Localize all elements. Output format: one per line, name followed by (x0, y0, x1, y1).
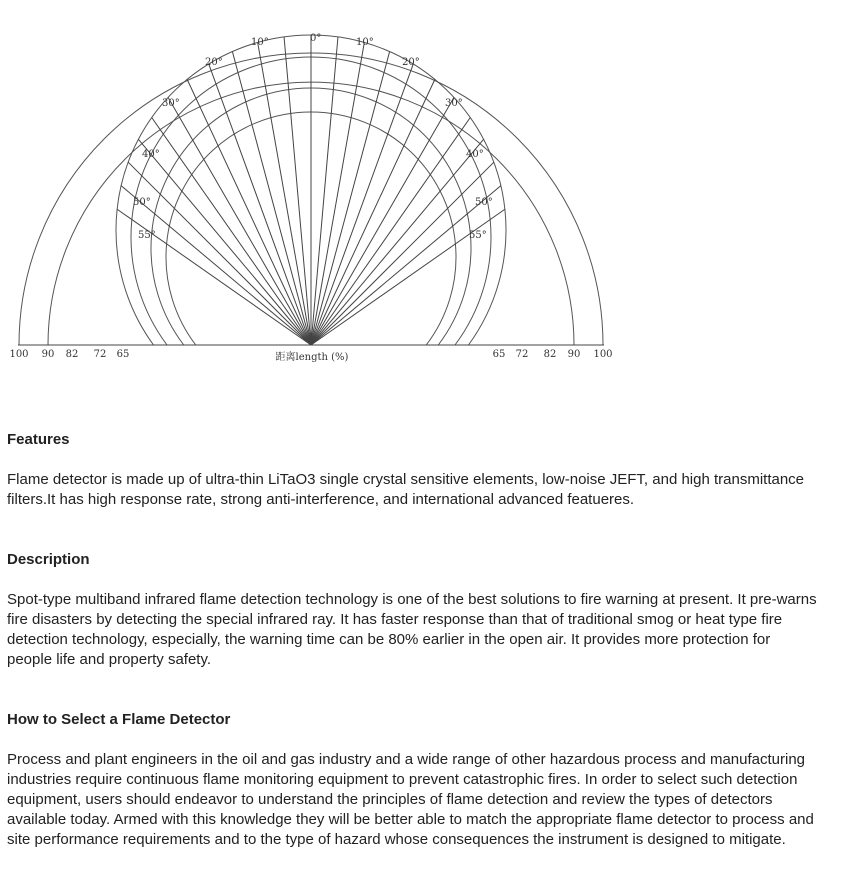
angle-ray (311, 52, 390, 345)
features-section (7, 430, 819, 510)
axis-label: 距离length (%) (275, 352, 349, 363)
angle-rays (117, 35, 505, 345)
angle-label-30-right: 30° (445, 98, 463, 109)
angle-label-0: 0° (310, 33, 322, 44)
angle-label-50-left: 50° (133, 197, 151, 208)
content-sections (7, 430, 819, 850)
angle-ray (311, 37, 338, 345)
angle-label-20-right: 20° (402, 57, 420, 68)
distance-label-left-72: 72 (93, 349, 107, 360)
distance-label-right-100: 100 (593, 349, 613, 360)
distance-label-left-100: 100 (9, 349, 29, 360)
angle-label-40-right: 40° (466, 149, 484, 160)
field-of-view-diagram (0, 0, 620, 370)
angle-label-30-left: 30° (162, 98, 180, 109)
description-section (7, 550, 819, 670)
angle-label-10-left: 10° (251, 37, 269, 48)
distance-label-left-65: 65 (116, 349, 130, 360)
distance-label-right-72: 72 (515, 349, 529, 360)
section-heading-description: Description (7, 551, 90, 568)
angle-label-10-right: 10° (356, 37, 374, 48)
angle-label-50-right: 50° (475, 197, 493, 208)
angle-ray (232, 52, 311, 345)
angle-ray (187, 79, 311, 345)
angle-label-40-left: 40° (142, 149, 160, 160)
angle-ray (284, 37, 311, 345)
section-body-description: Spot-type multiband infrared flame detection technology is one of the best solutions to fire warning at present. It pre-warns fire disasters by detecting the special infrared ray. It has faster response than that of traditional smog or heat type fire detection technology, especially, the warning time can be 80% earlier in the open air. It provides more protection for people life and property safety. (7, 591, 817, 668)
section-heading-select: How to Select a Flame Detector (7, 711, 231, 728)
angle-ray (311, 64, 413, 345)
distance-label-right-82: 82 (543, 349, 557, 360)
section-body-select: Process and plant engineers in the oil and gas industry and a wide range of other hazardous process and manufacturing industries require continuous flame monitoring equipment to prevent catastrophic fires. In order to select such detection equipment, users should endeavor to understand the principles of flame detection and review the types of detectors available today. Armed with this knowledge they will be better able to match the appropriate flame detector to process and site performance requirements and to the type of hazard whose consequences the instrument is designed to mitigate. (7, 751, 814, 848)
section-body-features: Flame detector is made up of ultra-thin LiTaO3 single crystal sensitive elements, low-noise JEFT, and high transmittance filters.It has high response rate, strong anti-interference, and international advanced featueres. (7, 471, 805, 508)
angle-label-20-left: 20° (205, 57, 223, 68)
distance-label-right-65: 65 (492, 349, 506, 360)
distance-label-right-90: 90 (567, 349, 581, 360)
distance-label-left-90: 90 (41, 349, 55, 360)
angle-label-55-left: 55° (138, 230, 156, 241)
distance-label-left-82: 82 (65, 349, 79, 360)
angle-label-55-right: 55° (469, 230, 487, 241)
angle-ray (209, 64, 311, 345)
section-heading-features: Features (7, 431, 70, 448)
select-detector-section (7, 710, 819, 850)
angle-ray (311, 79, 435, 345)
